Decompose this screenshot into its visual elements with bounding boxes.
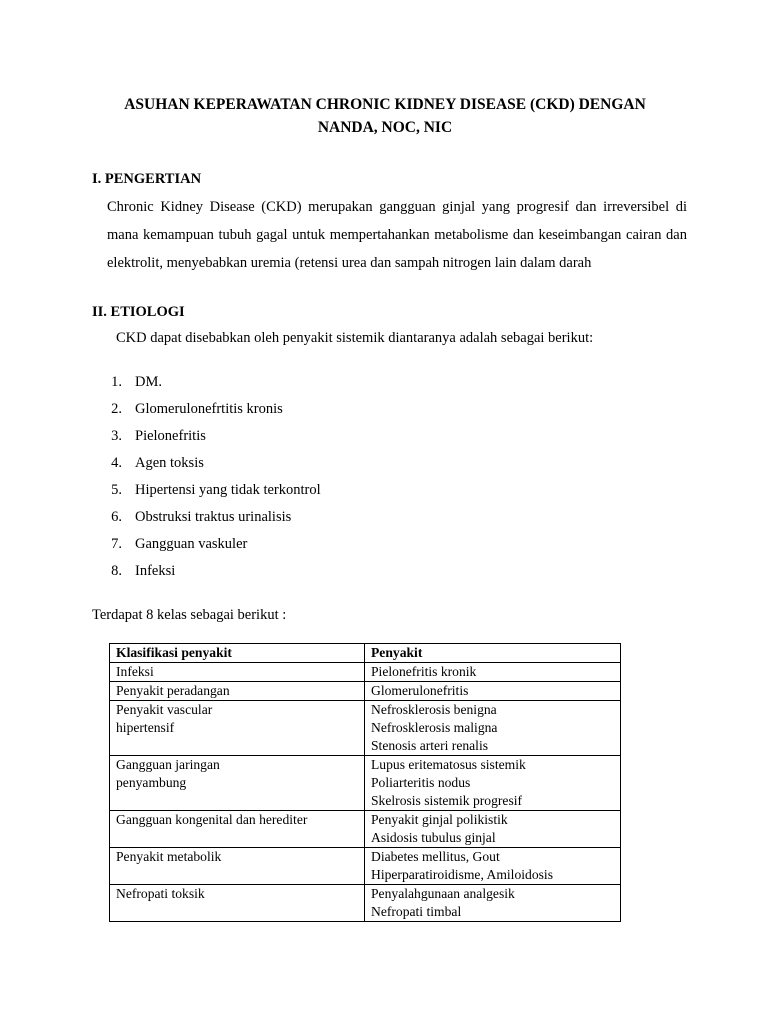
cell-line: Diabetes mellitus, Gout	[371, 849, 500, 864]
list-text: Hipertensi yang tidak terkontrol	[135, 482, 321, 498]
table-row	[110, 663, 621, 682]
cell-line: Gangguan kongenital dan herediter	[116, 812, 308, 827]
list-number: 7.	[111, 536, 122, 552]
cell-line: Infeksi	[116, 664, 154, 679]
cell-penyakit	[365, 701, 621, 756]
cell-klasifikasi	[110, 701, 365, 756]
table-row	[110, 756, 621, 811]
etiologi-list	[92, 372, 321, 588]
list-text: Glomerulonefrtitis kronis	[135, 401, 283, 417]
cell-line: Penyakit vascular	[116, 702, 213, 717]
cell-penyakit	[365, 756, 621, 811]
document-title	[80, 93, 690, 139]
list-item	[92, 561, 321, 588]
cell-line: hipertensif	[116, 720, 175, 735]
cell-penyakit	[365, 682, 621, 701]
list-number: 1.	[111, 374, 122, 390]
cell-penyakit	[365, 885, 621, 922]
list-number: 2.	[111, 401, 122, 417]
list-item	[92, 399, 321, 426]
list-item	[92, 480, 321, 507]
list-item	[92, 372, 321, 399]
list-number: 3.	[111, 428, 122, 444]
cell-line: Penyakit ginjal polikistik	[371, 812, 508, 827]
table-header-row	[110, 644, 621, 663]
cell-penyakit	[365, 848, 621, 885]
list-text: Gangguan vaskuler	[135, 536, 248, 552]
list-text: DM.	[135, 374, 162, 390]
table-row	[110, 701, 621, 756]
cell-line: Penyakit peradangan	[116, 683, 230, 698]
cell-klasifikasi	[110, 848, 365, 885]
section-heading-etiologi: II. ETIOLOGI	[92, 304, 185, 320]
cell-line: Hiperparatiroidisme, Amiloidosis	[371, 867, 553, 882]
list-text: Infeksi	[135, 563, 176, 579]
list-text: Pielonefritis	[135, 428, 206, 444]
list-item	[92, 534, 321, 561]
table-row	[110, 848, 621, 885]
title-line-2: NANDA, NOC, NIC	[317, 119, 453, 136]
column-header-penyakit: Penyakit	[365, 644, 621, 663]
cell-klasifikasi	[110, 682, 365, 701]
cell-penyakit	[365, 663, 621, 682]
list-text: Agen toksis	[135, 455, 204, 471]
pengertian-paragraph: Chronic Kidney Disease (CKD) merupakan gangguan ginjal yang progresif dan irreversibel di mana kemampuan tubuh gagal untuk mempertahankan metabolisme dan keseimbangan cairan dan elektrolit, menyebabkan uremia (retensi urea dan sampah nitrogen lain dalam darah	[107, 199, 687, 271]
etiologi-intro: CKD dapat disebabkan oleh penyakit sistemik diantaranya adalah sebagai berikut:	[116, 330, 594, 346]
list-item	[92, 507, 321, 534]
cell-line: Nefropati toksik	[116, 886, 205, 901]
list-item	[92, 426, 321, 453]
cell-line: Penyalahgunaan analgesik	[371, 886, 515, 901]
list-number: 8.	[111, 563, 122, 579]
list-text: Obstruksi traktus urinalisis	[135, 509, 292, 525]
list-number: 4.	[111, 455, 122, 471]
cell-line: Gangguan jaringan	[116, 757, 220, 772]
cell-line: Stenosis arteri renalis	[371, 738, 489, 753]
cell-line: Glomerulonefritis	[371, 683, 469, 698]
classification-table	[109, 643, 621, 922]
cell-klasifikasi	[110, 885, 365, 922]
column-header-klasifikasi: Klasifikasi penyakit	[110, 644, 365, 663]
table-row	[110, 811, 621, 848]
table-row	[110, 885, 621, 922]
list-number: 6.	[111, 509, 122, 525]
cell-line: Pielonefritis kronik	[371, 664, 477, 679]
list-item	[92, 453, 321, 480]
cell-klasifikasi	[110, 663, 365, 682]
section-heading-pengertian: I. PENGERTIAN	[92, 171, 202, 187]
cell-line: Asidosis tubulus ginjal	[371, 830, 496, 845]
cell-line: penyambung	[116, 775, 187, 790]
cell-line: Lupus eritematosus sistemik	[371, 757, 526, 772]
cell-line: Skelrosis sistemik progresif	[371, 793, 523, 808]
cell-klasifikasi	[110, 811, 365, 848]
cell-penyakit	[365, 811, 621, 848]
cell-line: Penyakit metabolik	[116, 849, 222, 864]
cell-klasifikasi	[110, 756, 365, 811]
cell-line: Nefropati timbal	[371, 904, 462, 919]
title-line-1: ASUHAN KEPERAWATAN CHRONIC KIDNEY DISEASE (CKD) DENGAN	[124, 96, 646, 113]
table-row	[110, 682, 621, 701]
table-intro: Terdapat 8 kelas sebagai berikut :	[92, 607, 287, 623]
cell-line: Nefrosklerosis benigna	[371, 702, 497, 717]
cell-line: Poliarteritis nodus	[371, 775, 471, 790]
list-number: 5.	[111, 482, 122, 498]
cell-line: Nefrosklerosis maligna	[371, 720, 498, 735]
